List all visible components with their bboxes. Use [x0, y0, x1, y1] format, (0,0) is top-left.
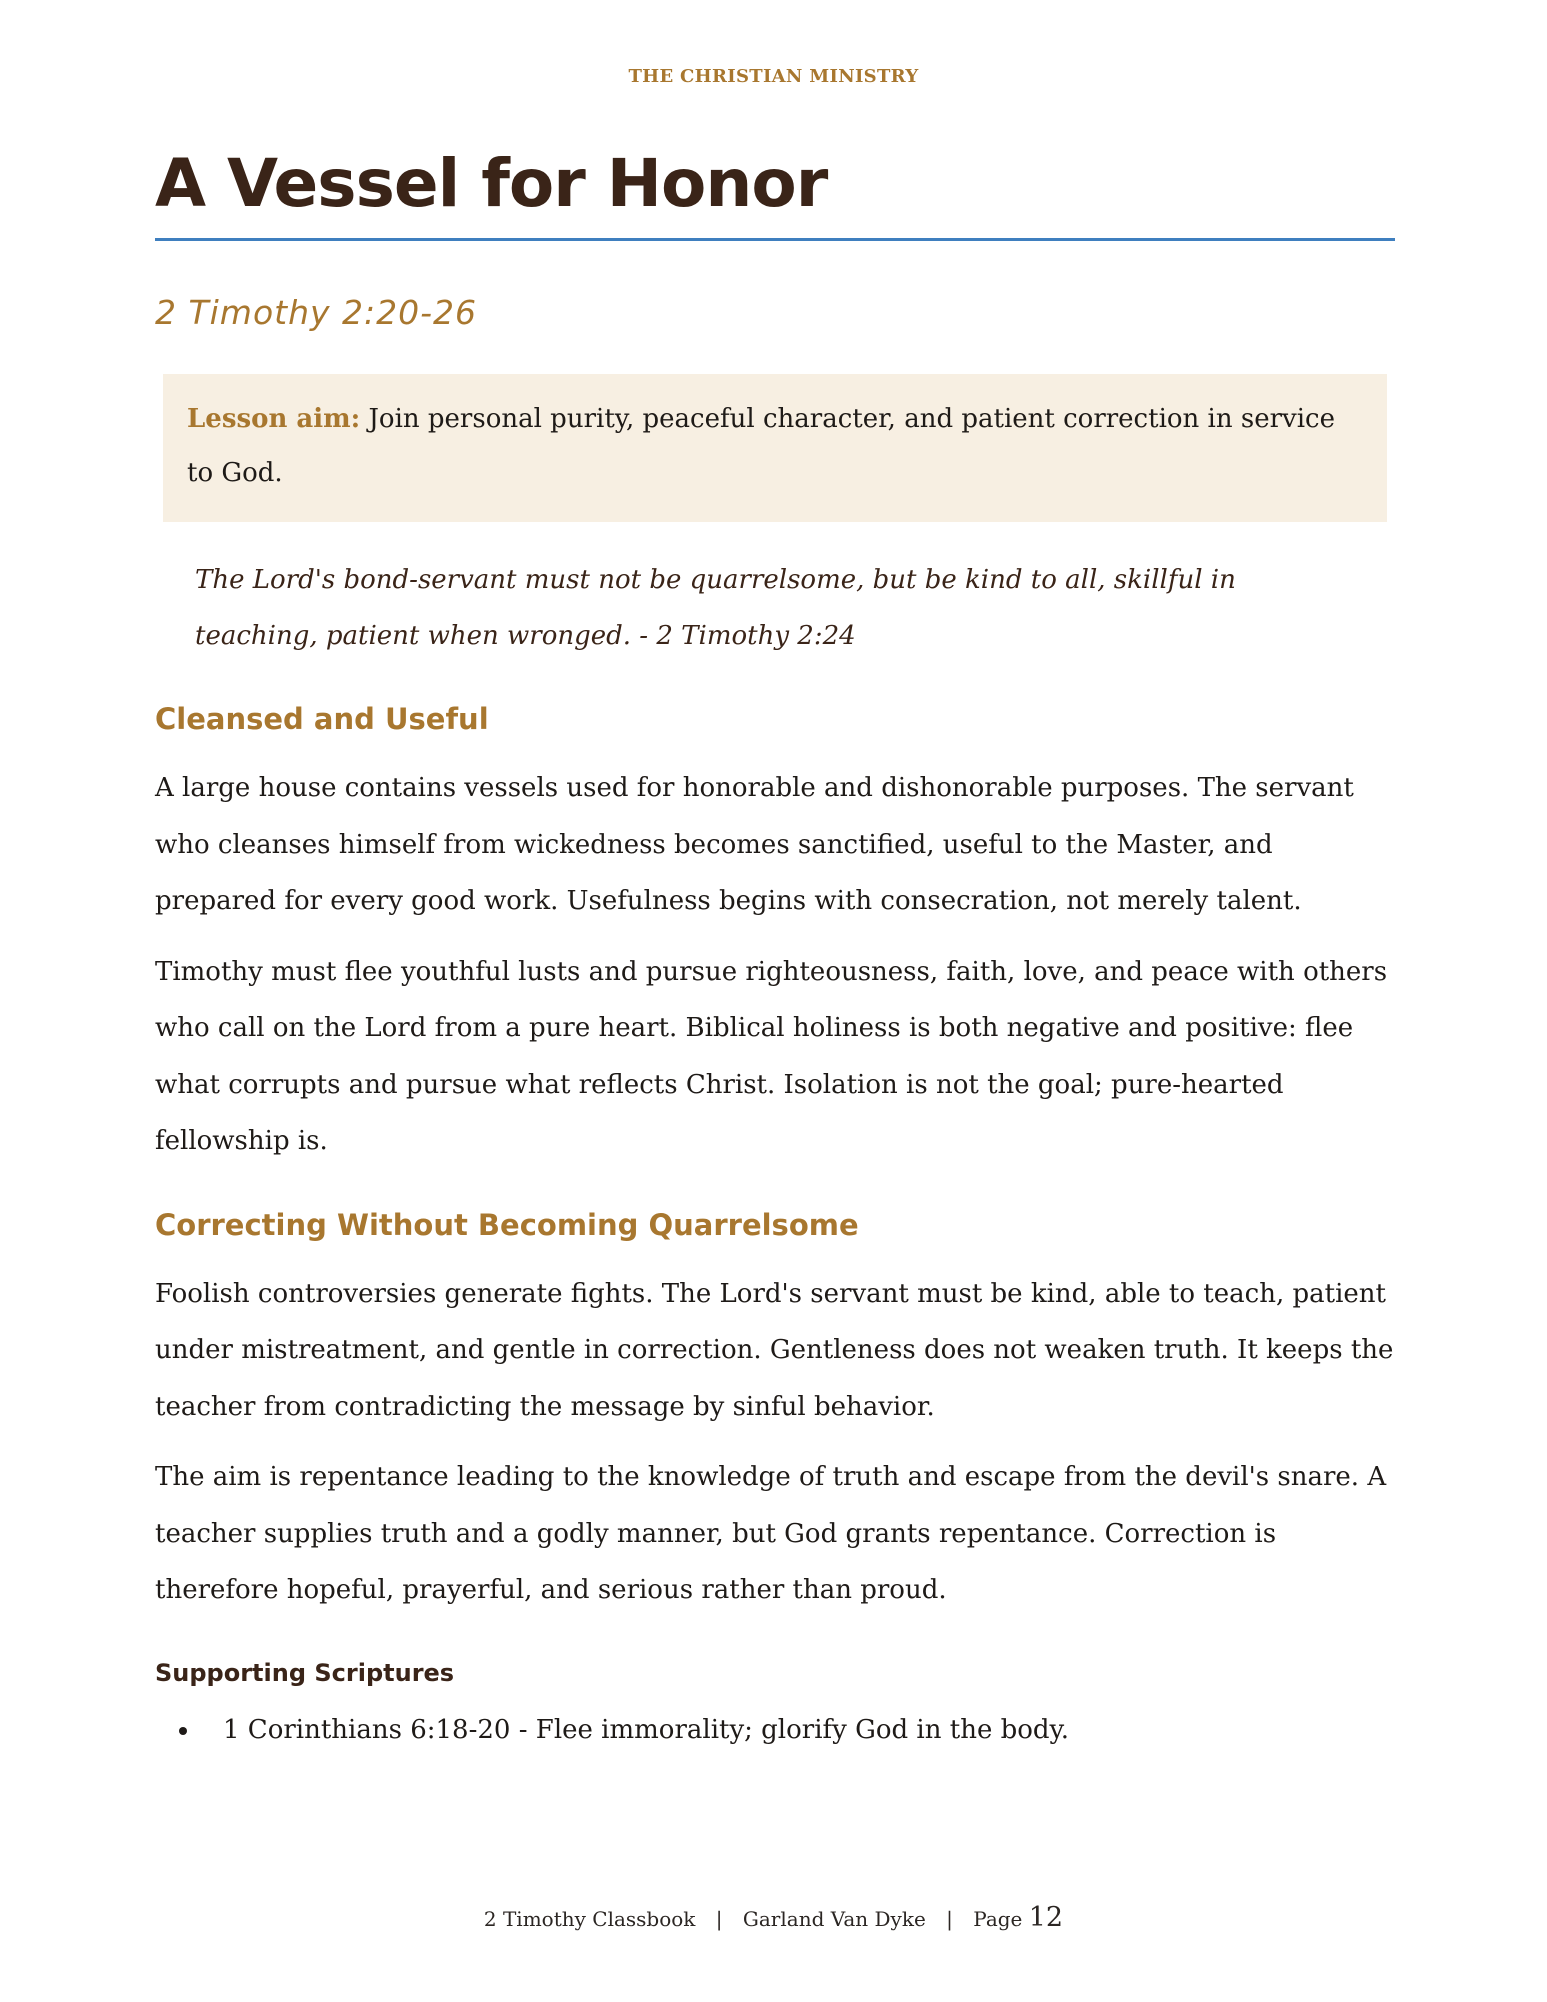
page-content: [155, 140, 1395, 1755]
lesson-aim-label: Lesson aim:: [187, 404, 361, 434]
footer-page-label: Page: [973, 1907, 1023, 1931]
running-header: THE CHRISTIAN MINISTRY: [628, 66, 919, 87]
section-correcting: [155, 1208, 1395, 1619]
footer-separator: |: [715, 1907, 723, 1931]
supporting-scriptures-list: [155, 1705, 1395, 1755]
section-heading: Cleansed and Useful: [155, 702, 489, 736]
footer-separator: |: [946, 1907, 953, 1931]
section-heading: Correcting Without Becoming Quarrelsome: [155, 1207, 859, 1242]
body-paragraph: A large house contains vessels used for honorable and dishonorable purposes. The servant who cleanses himself from wickedness becomes sanctified, useful to the Master, and prepared for every good work. Usefulness begins with consecration, not merely talent.: [155, 773, 1354, 916]
footer-book-title: 2 Timothy Classbook: [483, 1907, 696, 1931]
lesson-scripture-reference: 2 Timothy 2:20-26: [155, 293, 478, 332]
body-paragraph: The aim is repentance leading to the knowledge of truth and escape from the devil's snare. A teacher supplies truth and a godly manner, but God grants repentance. Correction is therefore hopeful, prayerful, and serious rather than proud.: [155, 1462, 1387, 1605]
footer-author: Garland Van Dyke: [742, 1907, 926, 1931]
list-item: • 1 Corinthians 6:18-20 - Flee immorality; glorify God in the body.: [201, 1705, 1395, 1755]
lesson-aim-text: Join personal purity, peaceful character, and patient correction in service to God.: [187, 404, 1335, 488]
supporting-scriptures-heading: Supporting Scriptures: [155, 1658, 455, 1687]
body-paragraph: Foolish controversies generate fights. The Lord's servant must be kind, able to teach, patient under mistreatment, and gentle in correction. Gentleness does not weaken truth. It keeps the teacher from contradicting the message by sinful behavior.: [155, 1278, 1394, 1422]
lesson-title: A Vessel for Honor: [155, 140, 1395, 241]
lesson-aim-box: [163, 374, 1387, 522]
body-paragraph: Timothy must flee youthful lusts and pursue righteousness, faith, love, and peace with others who call on the Lord from a pure heart. Biblical holiness is both negative and positive: flee what corrupts and pursue what reflects Christ. Isolation is not the goal; pure-hearted fellowship is.: [155, 956, 1388, 1156]
footer-page-number: 12: [1028, 1902, 1064, 1933]
section-cleansed-and-useful: [155, 702, 1395, 1170]
key-verse-quote: The Lord's bond-servant must not be quarrelsome, but be kind to all, skillful in teaching, patient when wronged. - 2 Timothy 2:24: [195, 565, 1236, 651]
page-footer: [0, 1902, 1547, 1933]
